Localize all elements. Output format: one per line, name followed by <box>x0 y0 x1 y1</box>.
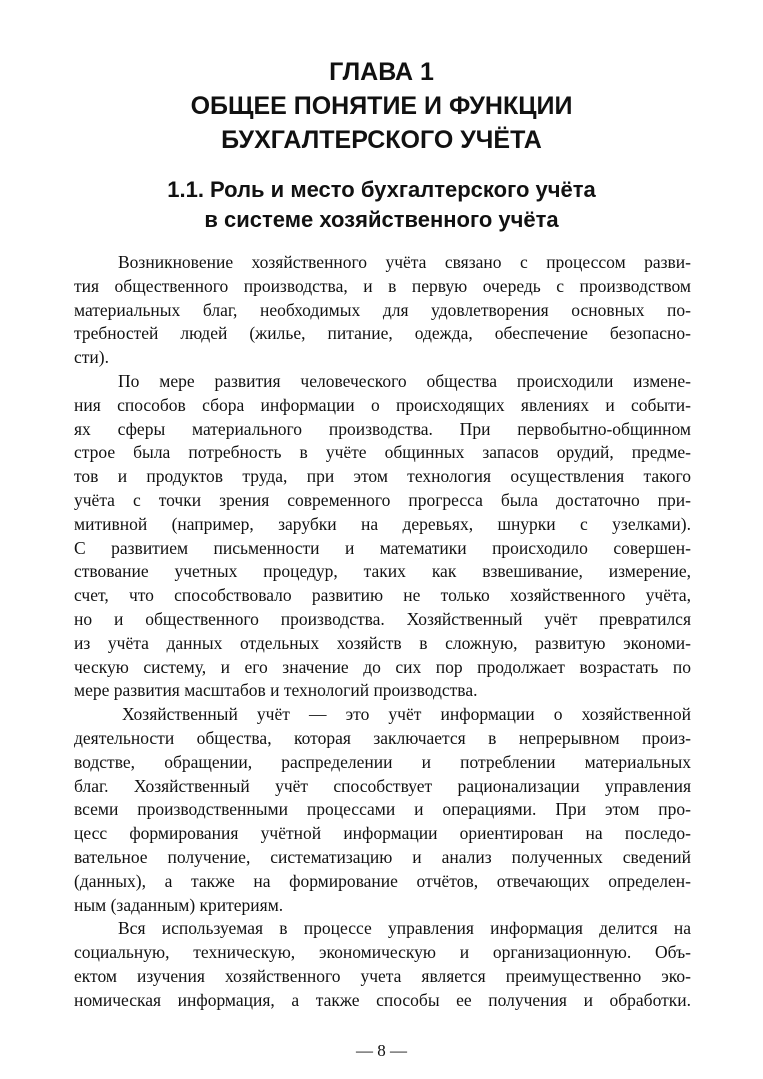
section-title-line: 1.1. Роль и место бухгалтерского учёта <box>167 177 596 202</box>
text-line: из учёта данных отдельных хозяйств в сложную, развитую экономи- <box>74 632 691 653</box>
section-title <box>0 175 763 235</box>
text-line: водстве, обращении, распределении и потреблении материальных <box>74 751 691 772</box>
text-line: материальных благ, необходимых для удовлетворения основных по- <box>74 299 691 320</box>
text-line: Хозяйственный учёт — это учёт информации о хозяйственной <box>122 704 691 725</box>
text-line: Вся используемая в процессе управления информация делится на <box>118 918 691 939</box>
paragraph-development <box>74 370 691 703</box>
paragraph-origin <box>74 251 691 370</box>
text-line: мере развития масштабов и технологий производства. <box>74 680 478 701</box>
text-line: цесс формирования учётной информации ориентирован на последо- <box>74 823 691 844</box>
text-line: вательное получение, систематизацию и анализ полученных сведений <box>74 846 691 867</box>
text-line: ствование учетных процедур, таких как взвешивание, измерение, <box>74 561 691 582</box>
chapter-title-line: БУХГАЛТЕРСКОГО УЧЁТА <box>221 126 542 154</box>
text-line: Возникновение хозяйственного учёта связано с процессом разви- <box>118 252 691 272</box>
text-line: учёта с точки зрения современного прогресса была достаточно при- <box>74 489 691 510</box>
text-line: номическая информация, а также способы ее получения и обработки. <box>74 989 691 1010</box>
text-line: ях сферы материального производства. При первобытно-общинном <box>74 418 691 439</box>
chapter-title <box>0 55 763 157</box>
text-line: благ. Хозяйственный учёт способствует рационализации управления <box>74 775 691 796</box>
text-line: (данных), а также на формирование отчётов, отвечающих определен- <box>74 870 691 891</box>
section-title-line: в системе хозяйственного учёта <box>204 207 559 232</box>
text-line: ния способов сбора информации о происходящих явлениях и событи- <box>74 394 691 415</box>
text-line: требностей людей (жилье, питание, одежда, обеспечение безопасно- <box>74 323 691 344</box>
text-line: митивной (например, зарубки на деревьях, шнурки с узелками). <box>74 513 691 534</box>
text-line: По мере развития человеческого общества происходили измене- <box>118 370 691 391</box>
text-line: ектом изучения хозяйственного учета является преимущественно эко- <box>74 965 691 986</box>
page-number: — 8 — <box>356 1041 407 1060</box>
text-line: тия общественного производства, и в первую очередь с производством <box>74 275 691 296</box>
text-line: всеми производственными процессами и операциями. При этом про- <box>74 799 691 820</box>
text-line: деятельности общества, которая заключается в непрерывном произ- <box>74 727 691 748</box>
text-line: ческую систему, и его значение до сих пор продолжает возрастать по <box>74 656 691 677</box>
text-line: счет, что способствовало развитию не только хозяйственного учёта, <box>74 585 691 606</box>
paragraph-information <box>74 917 691 1012</box>
paragraph-definition <box>74 703 691 917</box>
text-line: но и общественного производства. Хозяйственный учёт превратился <box>74 608 691 629</box>
body-text <box>74 251 691 1013</box>
text-line: С развитием письменности и математики происходило совершен- <box>74 537 691 558</box>
text-line: сти). <box>74 347 109 368</box>
text-line: тов и продуктов труда, при этом технология осуществления такого <box>74 466 691 487</box>
text-line: социальную, техническую, экономическую и организационную. Объ- <box>74 942 691 963</box>
chapter-title-line: ГЛАВА 1 <box>329 58 434 86</box>
text-line: ным (заданным) критериям. <box>74 894 284 915</box>
text-line: строе была потребность в учёте общинных запасов орудий, предме- <box>74 442 691 463</box>
chapter-title-line: ОБЩЕЕ ПОНЯТИЕ И ФУНКЦИИ <box>190 92 573 120</box>
